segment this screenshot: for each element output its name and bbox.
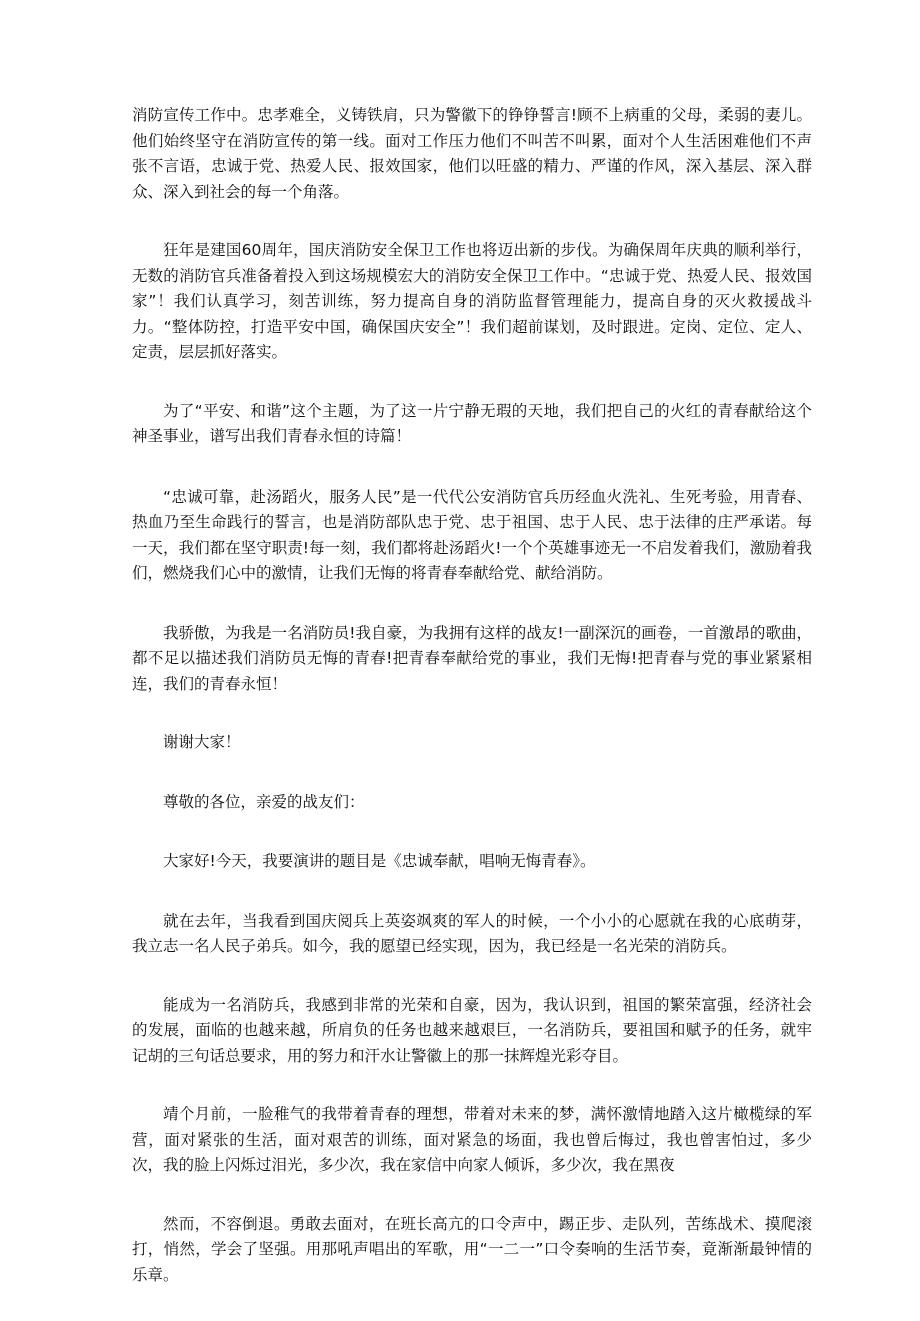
paragraph: 大家好!今天，我要演讲的题目是《忠诚奉献，唱响无悔青春》。: [163, 852, 596, 870]
paragraph: “忠诚可靠，赴汤蹈火，服务人民”是一代代公安消防官兵历经血火洗礼、生死考验，用青春、热血乃至生命践行的誓言，也是消防部队忠于党、忠于祖国、忠于人民、忠于法律的庄严承诺。每一天，我们都在坚守职责!每一刻，我们都将赴汤蹈火!一个个英雄事迹无一不启发着我们，激励着我们，燃烧我们心中的激情，让我们无悔的将青春奉献给党、献给消防。: [132, 487, 812, 582]
paragraph: 狂年是建国60周年，国庆消防安全保卫工作也将迈出新的步伐。为确保周年庆典的顺利举行，无数的消防官兵准备着投入到这场规模宏大的消防安全保卫工作中。“忠诚于党、热爱人民、报效国家”！我们认真学习，刻苦训练，努力提高自身的消防监督管理能力，提高自身的灭火救援战斗力。“整体防控，打造平安中国，确保国庆安全”！我们超前谋划，及时跟进。定岗、定位、定人、定责，层层抓好落实。: [132, 241, 812, 361]
paragraph: 靖个月前，一脸稚气的我带着青春的理想，带着对未来的梦，满怀激情地踏入这片橄榄绿的军营，面对紧张的生活，面对艰苦的训练，面对紧急的场面，我也曾后悔过，我也曾害怕过，多少次，我的脸上闪烁过泪光，多少次，我在家信中向家人倾诉，多少次，我在黑夜: [132, 1105, 812, 1174]
paragraph: 我骄傲，为我是一名消防员!我自豪，为我拥有这样的战友!一副深沉的画卷，一首激昂的歌曲，都不足以描述我们消防员无悔的青春!把青春奉献给党的事业，我们无悔!把青春与党的事业紧紧相连，我们的青春永恒！: [132, 623, 812, 693]
paragraph: 能成为一名消防兵，我感到非常的光荣和自豪，因为，我认识到，祖国的繁荣富强，经济社会的发展，面临的也越来越，所肩负的任务也越来越艰巨，一名消防兵，要祖国和赋予的任务，就牢记胡的三句话总要求，用的努力和汗水让警徽上的那一抹辉煌光彩夺目。: [132, 995, 812, 1065]
paragraph: 消防宣传工作中。忠孝难全，义铸铁肩，只为警徽下的铮铮誓言!顾不上病重的父母，柔弱的妻儿。他们始终坚守在消防宣传的第一线。面对工作压力他们不叫苦不叫累，面对个人生活困难他们不声张不言语，忠诚于党、热爱人民、报效国家，他们以旺盛的精力、严谨的作风，深入基层、深入群众、深入到社会的每一个角落。: [132, 106, 812, 201]
paragraph: 尊敬的各位，亲爱的战友们：: [163, 792, 365, 811]
paragraph: 谢谢大家！: [163, 733, 241, 751]
paragraph: 就在去年，当我看到国庆阅兵上英姿飒爽的军人的时候，一个小小的心愿就在我的心底萌芽，我立志一名人民子弟兵。如今，我的愿望已经实现，因为，我已经是一名光荣的消防兵。: [132, 911, 812, 955]
paragraph: 然而，不容倒退。勇敢去面对，在班长高亢的口令声中，踢正步、走队列，苦练战术、摸爬滚打，悄然，学会了坚强。用那吼声唱出的军歌，用“一二一”口令奏响的生活节奏，竟渐渐最钟情的乐章。: [132, 1214, 812, 1284]
paragraph: 为了“平安、和谐”这个主题，为了这一片宁静无瑕的天地，我们把自己的火红的青春献给这个神圣事业，谱写出我们青春永恒的诗篇！: [132, 401, 812, 445]
document-body: [132, 103, 812, 1321]
